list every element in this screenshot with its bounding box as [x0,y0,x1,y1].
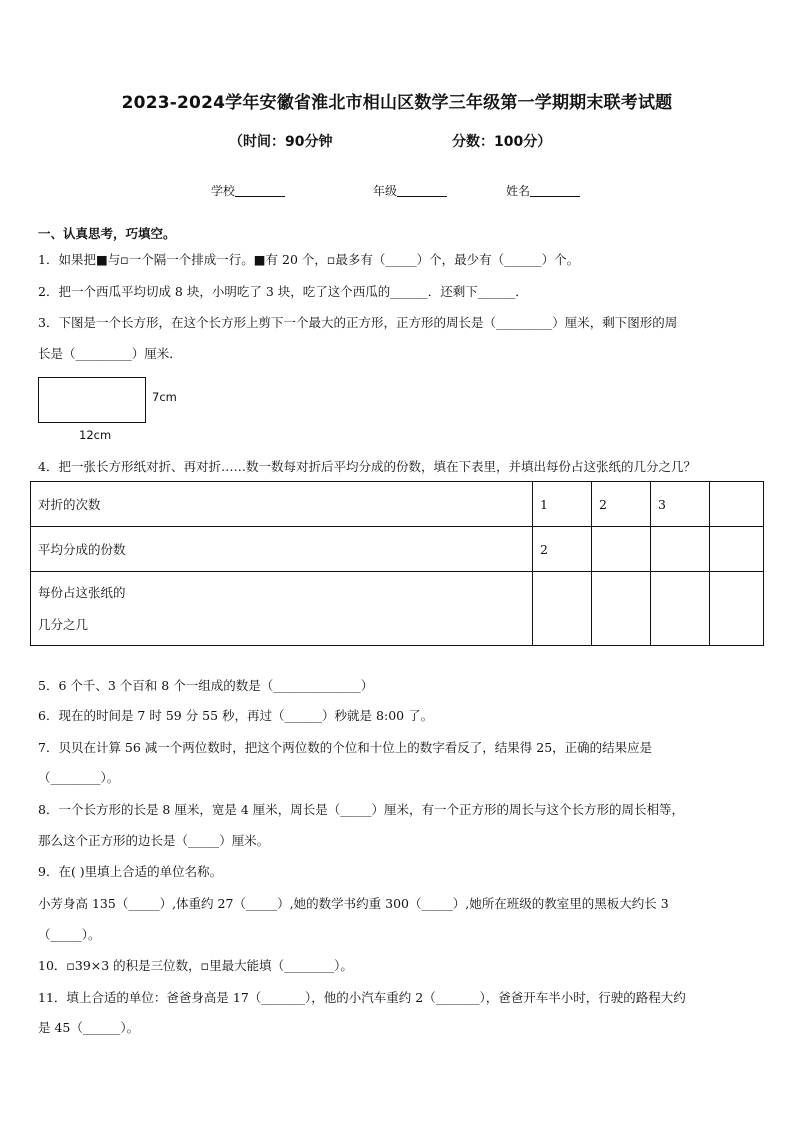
table-row [31,527,764,572]
exam-time: （时间：90分钟 [229,134,333,150]
question-2: 2．把一个西瓜平均切成 8 块，小明吃了 3 块，吃了这个西瓜的______．还剩下______． [38,284,528,299]
name-label: 姓名 [506,184,531,198]
question-8-line-1: 8．一个长方形的长是 8 厘米，宽是 4 厘米，周长是（_____）厘米，有一个正方形的周长与这个长方形的周长相等， [38,802,685,817]
table-cell: 平均分成的份数 [31,527,533,572]
question-9-line-2: 小芳身高 135（_____）,体重约 27（_____）,她的数学书约重 300（_____）,她所在班级的教室里的黑板大约长 3 [38,896,669,911]
rectangle-figure [38,377,146,423]
table-cell [31,572,533,646]
question-9-line-3: （_____）。 [38,927,101,942]
question-5: 5．6 个千、3 个百和 8 个一组成的数是（______________） [38,678,374,693]
table-label-line-1: 每份占这张纸的 [38,584,126,600]
table-cell [710,527,764,572]
table-row [31,482,764,527]
school-field [211,182,285,199]
table-cell: 对折的次数 [31,482,533,527]
table-row [31,572,764,646]
name-blank [530,184,580,197]
page-title: 2023-2024学年安徽省淮北市相山区数学三年级第一学期期末联考试题 [121,93,673,113]
table-cell [651,572,710,646]
table-cell: 2 [592,482,651,527]
table-cell [592,527,651,572]
table-cell [710,572,764,646]
table-label-line-2: 几分之几 [38,616,89,632]
question-11-line-2: 是 45（______）。 [38,1020,140,1035]
figure-height-label: 7cm [152,390,177,404]
school-label: 学校 [211,184,236,198]
grade-blank [397,184,447,197]
question-6: 6．现在的时间是 7 时 59 分 55 秒，再过（______）秒就是 8:00 了。 [38,708,434,723]
table-cell [651,527,710,572]
grade-field [373,182,447,199]
question-8-line-2: 那么这个正方形的边长是（_____）厘米。 [38,833,270,848]
table-cell: 2 [533,527,592,572]
fold-table [30,481,764,646]
exam-score: 分数：100分） [452,134,552,150]
name-field [506,182,580,199]
table-cell: 3 [651,482,710,527]
question-3-line-2: 长是（_________）厘米． [38,346,182,361]
table-cell [710,482,764,527]
grade-label: 年级 [373,184,398,198]
table-cell [592,572,651,646]
question-7-line-2: （________）。 [38,770,120,785]
school-blank [235,184,285,197]
table-cell [533,572,592,646]
question-4: 4．把一张长方形纸对折、再对折……数一数每对折后平均分成的份数，填在下表里，并填出每份占这张纸的几分之几？ [38,459,696,474]
question-7-line-1: 7．贝贝在计算 56 减一个两位数时，把这个两位数的个位和十位上的数字看反了，结果得 25，正确的结果应是 [38,740,653,755]
question-11-line-1: 11．填上合适的单位：爸爸身高是 17（_______），他的小汽车重约 2（_______），爸爸开车半小时，行驶的路程大约 [38,990,686,1005]
question-9: 9．在( )里填上合适的单位名称。 [38,864,223,879]
section-heading: 一、认真思考，巧填空。 [38,226,176,241]
table-cell: 1 [533,482,592,527]
question-1: 1．如果把■与▫一个隔一个排成一行。■有 20 个，▫最多有（_____）个，最少有（______）个。 [38,252,580,267]
question-3-line-1: 3．下图是一个长方形，在这个长方形上剪下一个最大的正方形，正方形的周长是（_________）厘米，剩下图形的周 [38,315,678,330]
question-10: 10．▫39×3 的积是三位数，▫里最大能填（________）。 [38,958,353,973]
figure-width-label: 12cm [79,428,112,442]
